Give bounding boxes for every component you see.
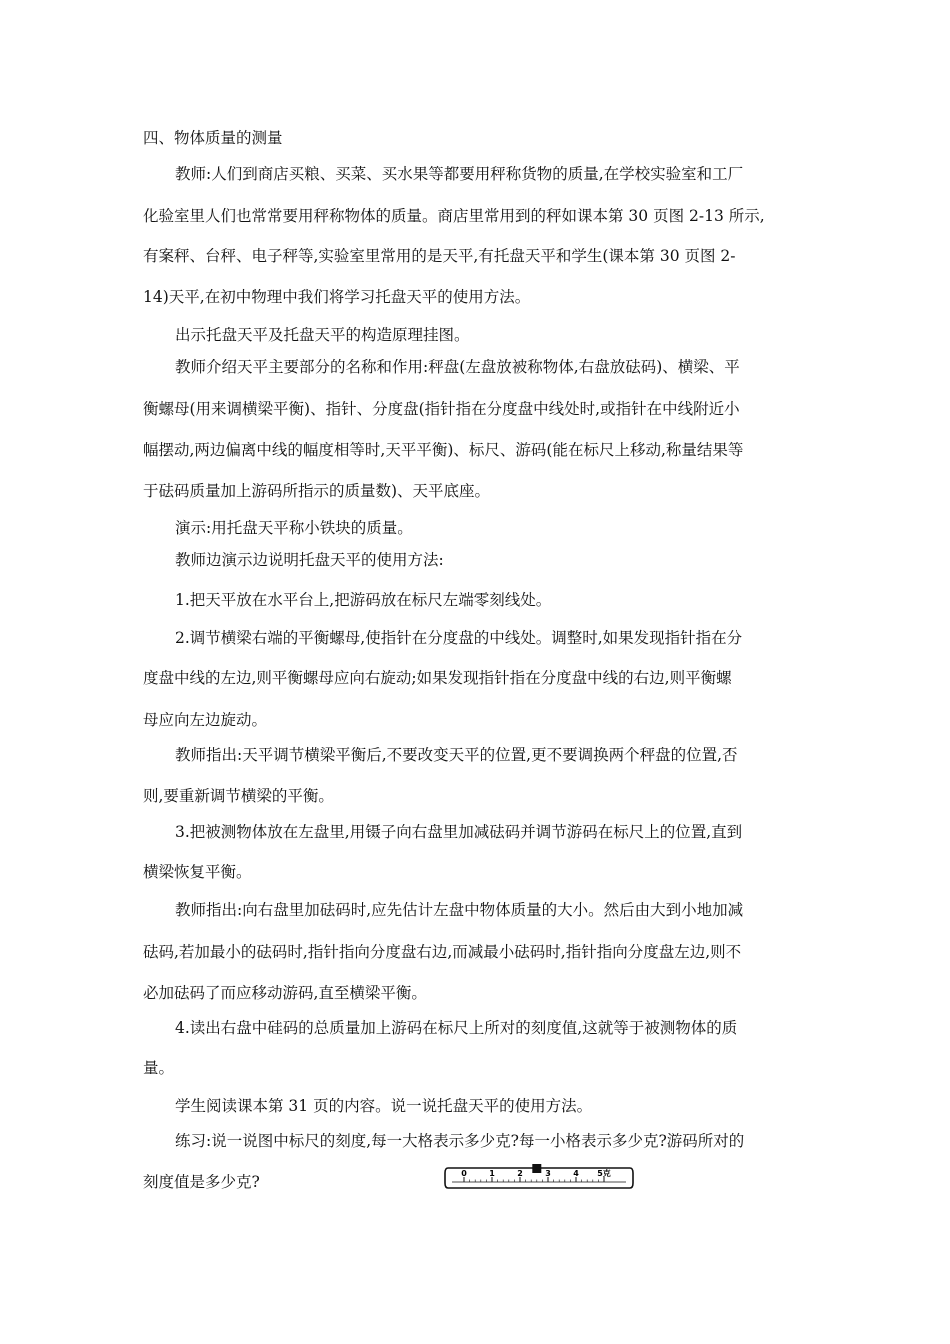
paragraph-line: 教师指出:天平调节横梁平衡后,不要改变天平的位置,更不要调换两个秤盘的位置,否	[175, 746, 738, 764]
ruler-tick-label: 2	[517, 1169, 523, 1178]
rider-marker	[532, 1164, 541, 1173]
paragraph-line: 必加砝码了而应移动游码,直至横梁平衡。	[143, 984, 427, 1002]
paragraph-line: 刻度值是多少克?	[143, 1173, 260, 1191]
paragraph-line: 化验室里人们也常常要用秤称物体的质量。商店里常用到的秤如课本第 30 页图 2-13 所示,	[143, 207, 765, 225]
paragraph-line: 练习:说一说图中标尺的刻度,每一大格表示多少克?每一小格表示多少克?游码所对的	[175, 1132, 745, 1150]
paragraph-line: 教师:人们到商店买粮、买菜、买水果等都要用秤称货物的质量,在学校实验室和工厂	[175, 165, 744, 183]
paragraph-line: 教师指出:向右盘里加砝码时,应先估计左盘中物体质量的大小。然后由大到小地加减	[175, 901, 744, 919]
paragraph-line: 有案秤、台秤、电子秤等,实验室里常用的是天平,有托盘天平和学生(课本第 30 页图 2-	[143, 247, 736, 265]
paragraph-line: 学生阅读课本第 31 页的内容。说一说托盘天平的使用方法。	[175, 1097, 593, 1115]
paragraph-line: 量。	[143, 1059, 175, 1077]
paragraph-line: 4.读出右盘中硅码的总质量加上游码在标尺上所对的刻度值,这就等于被测物体的质	[175, 1019, 738, 1037]
paragraph-line: 衡螺母(用来调横梁平衡)、指针、分度盘(指针指在分度盘中线处时,或指针在中线附近小	[143, 400, 740, 418]
paragraph-line: 幅摆动,两边偏离中线的幅度相等时,天平平衡)、标尺、游码(能在标尺上移动,称量结果等	[143, 441, 744, 459]
ruler-tick-label: 4	[573, 1169, 579, 1178]
paragraph-line: 横梁恢复平衡。	[143, 863, 252, 881]
paragraph-line: 于砝码质量加上游码所指示的质量数)、天平底座。	[143, 482, 491, 500]
ruler-tick-label: 5克	[597, 1169, 611, 1178]
paragraph-line: 2.调节横梁右端的平衡螺母,使指针在分度盘的中线处。调整时,如果发现指针指在分	[175, 629, 743, 647]
paragraph-line: 教师介绍天平主要部分的名称和作用:秤盘(左盘放被称物体,右盘放砝码)、横梁、平	[175, 358, 740, 376]
ruler-tick-label: 0	[461, 1169, 467, 1178]
paragraph-line: 则,要重新调节横梁的平衡。	[143, 787, 334, 805]
ruler-tick-label: 1	[489, 1169, 495, 1178]
paragraph-line: 教师边演示边说明托盘天平的使用方法:	[175, 551, 444, 569]
paragraph-line: 3.把被测物体放在左盘里,用镊子向右盘里加减砝码并调节游码在标尺上的位置,直到	[175, 823, 743, 841]
paragraph-line: 砝码,若加最小的砝码时,指针指向分度盘右边,而减最小砝码时,指针指向分度盘左边,则不	[143, 943, 742, 961]
paragraph-line: 14)天平,在初中物理中我们将学习托盘天平的使用方法。	[143, 288, 531, 306]
paragraph-line: 演示:用托盘天平称小铁块的质量。	[175, 519, 413, 537]
paragraph-line: 出示托盘天平及托盘天平的构造原理挂图。	[175, 326, 470, 344]
balance-scale-ruler	[444, 1163, 634, 1193]
paragraph-line: 1.把天平放在水平台上,把游码放在标尺左端零刻线处。	[175, 591, 552, 609]
paragraph-line: 度盘中线的左边,则平衡螺母应向右旋动;如果发现指针指在分度盘中线的右边,则平衡螺	[143, 669, 732, 687]
paragraph-line: 母应向左边旋动。	[143, 711, 268, 729]
section-heading: 四、物体质量的测量	[143, 129, 283, 147]
ruler-tick-label: 3	[545, 1169, 551, 1178]
